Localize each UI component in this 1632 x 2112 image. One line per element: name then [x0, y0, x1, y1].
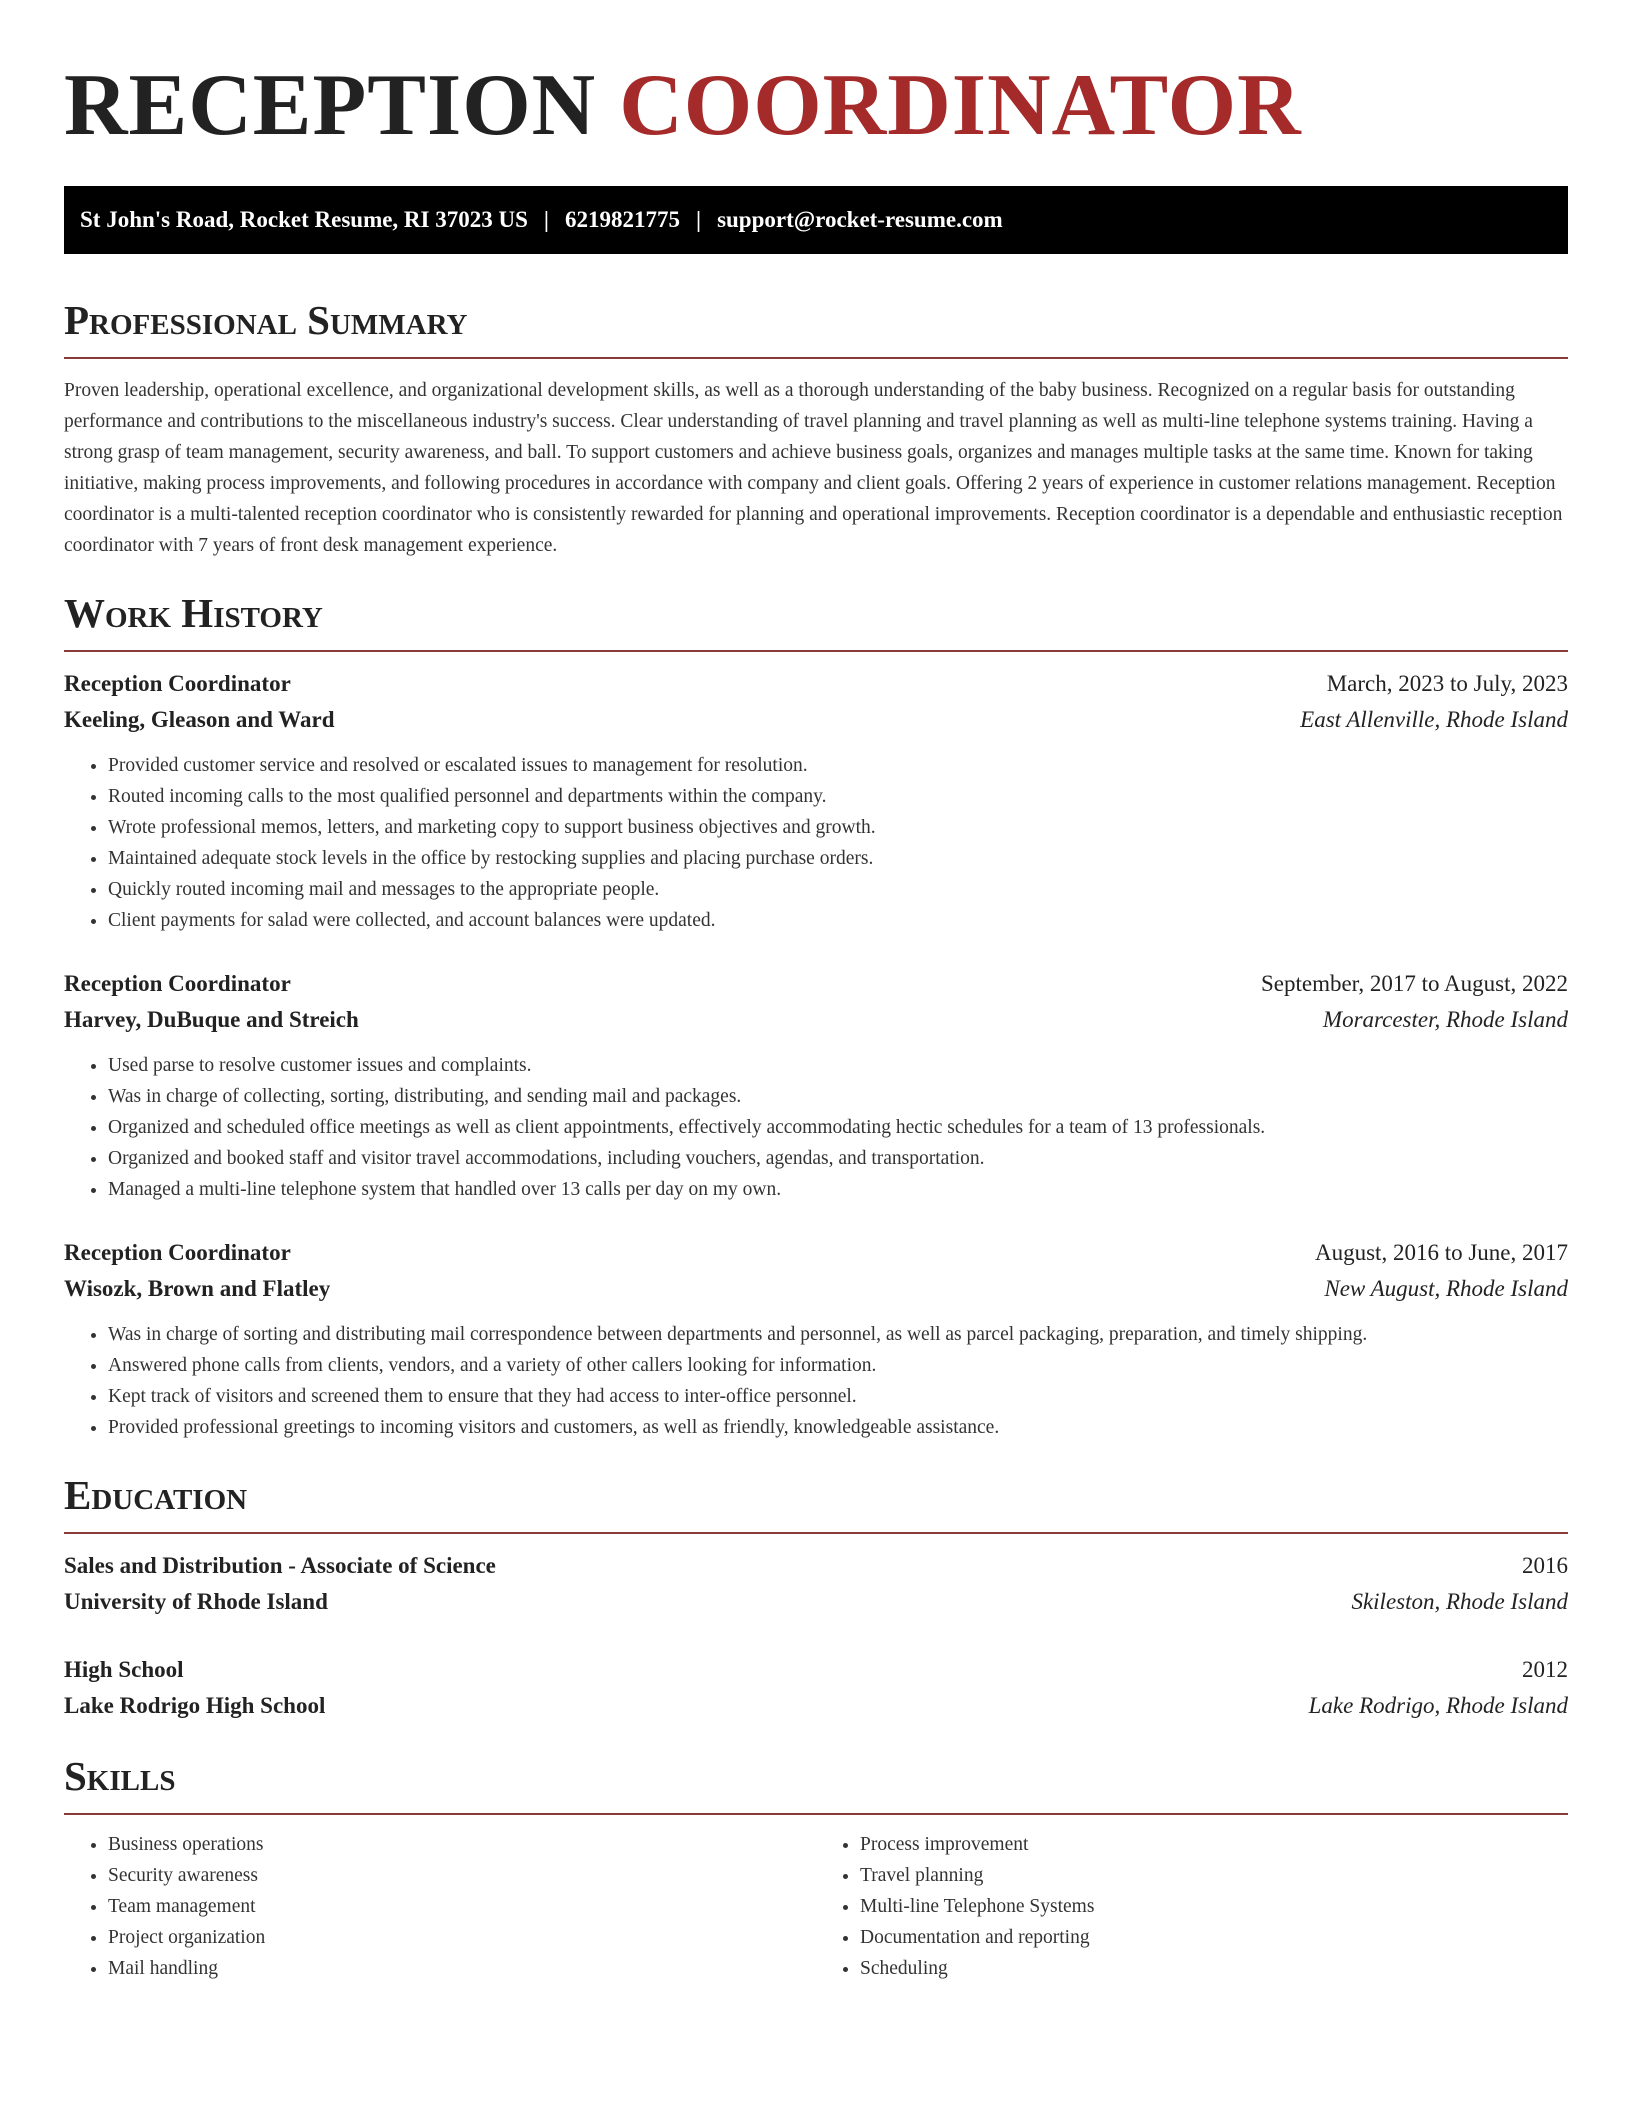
job-entry	[64, 666, 1568, 936]
job-title: Reception Coordinator	[64, 671, 291, 696]
education-school: Lake Rodrigo High School	[64, 1693, 326, 1718]
skills-list-right	[816, 1829, 1568, 1984]
list-item: • Answered phone calls from clients, vendors, and a variety of other callers looking for information.	[108, 1350, 1568, 1381]
list-item: • Project organization	[108, 1922, 816, 1953]
list-item: • Routed incoming calls to the most qualified personnel and departments within the company.	[108, 781, 1568, 812]
list-item: • Managed a multi-line telephone system that handled over 13 calls per day on my own.	[108, 1174, 1568, 1205]
education-entry	[64, 1548, 1568, 1620]
education-location: Skileston, Rhode Island	[1351, 1589, 1568, 1614]
list-item: • Was in charge of collecting, sorting, distributing, and sending mail and packages.	[108, 1081, 1568, 1112]
skills-heading: Skills	[64, 1756, 1568, 1815]
list-item: • Mail handling	[108, 1953, 816, 1984]
education-location: Lake Rodrigo, Rhode Island	[1308, 1693, 1568, 1718]
contact-bar	[64, 186, 1568, 254]
contact-address: St John's Road, Rocket Resume, RI 37023 US	[80, 207, 528, 232]
contact-email: support@rocket-resume.com	[717, 207, 1003, 232]
job-title: Reception Coordinator	[64, 971, 291, 996]
list-item: • Client payments for salad were collected, and account balances were updated.	[108, 905, 1568, 936]
job-title: Reception Coordinator	[64, 1240, 291, 1265]
skills-section	[64, 1753, 1568, 1984]
list-item: • Provided customer service and resolved or escalated issues to management for resolution.	[108, 750, 1568, 781]
list-item: • Wrote professional memos, letters, and marketing copy to support business objectives and growth.	[108, 812, 1568, 843]
job-dates: September, 2017 to August, 2022	[1260, 971, 1568, 996]
summary-text: Proven leadership, operational excellence, and organizational development skills, as well as a thorough understanding of the baby business. Recognized on a regular basis for outstanding performance and contributions to the miscellaneous industry's success. Clear understanding of travel planning and travel planning as well as multi-line telephone systems training. Having a strong grasp of team management, security awareness, and ball. To support customers and achieve business goals, organizes and manages multiple tasks at the same time. Known for taking initiative, making process improvements, and following procedures in accordance with company and client goals. Offering 2 years of experience in customer relations management. Reception coordinator is a multi-talented reception coordinator who is consistently rewarded for planning and operational improvements. Reception coordinator is a dependable and enthusiastic reception coordinator with 7 years of front desk management experience.	[64, 380, 1563, 556]
list-item: • Security awareness	[108, 1860, 816, 1891]
job-location: New August, Rhode Island	[1324, 1276, 1568, 1301]
education-year: 2016	[1522, 1553, 1568, 1578]
title-part-1: RECEPTION	[64, 57, 597, 154]
contact-separator: |	[695, 207, 702, 232]
skills-columns	[64, 1829, 1568, 1984]
summary-section	[64, 297, 1568, 561]
list-item: • Organized and booked staff and visitor travel accommodations, including vouchers, agendas, and transportation.	[108, 1143, 1568, 1174]
list-item: • Process improvement	[860, 1829, 1568, 1860]
job-company: Wisozk, Brown and Flatley	[64, 1276, 331, 1301]
work-history-heading: Work History	[64, 593, 1568, 652]
job-location: East Allenville, Rhode Island	[1300, 707, 1568, 732]
list-item: • Travel planning	[860, 1860, 1568, 1891]
education-school: University of Rhode Island	[64, 1589, 328, 1614]
list-item: • Quickly routed incoming mail and messages to the appropriate people.	[108, 874, 1568, 905]
work-history-section	[64, 590, 1568, 1443]
education-year: 2012	[1522, 1657, 1568, 1682]
job-entry	[64, 966, 1568, 1205]
job-bullets	[64, 750, 1568, 936]
job-company: Keeling, Gleason and Ward	[64, 707, 335, 732]
list-item: • Organized and scheduled office meetings as well as client appointments, effectively accommodating hectic schedules for a team of 13 professionals.	[108, 1112, 1568, 1143]
list-item: • Was in charge of sorting and distributing mail correspondence between departments and personnel, as well as parcel packaging, preparation, and timely shipping.	[108, 1319, 1568, 1350]
job-dates: March, 2023 to July, 2023	[1326, 671, 1568, 696]
summary-heading: Professional Summary	[64, 300, 1568, 359]
list-item: • Team management	[108, 1891, 816, 1922]
job-bullets	[64, 1050, 1568, 1205]
education-heading: Education	[64, 1475, 1568, 1534]
list-item: • Business operations	[108, 1829, 816, 1860]
list-item: • Documentation and reporting	[860, 1922, 1568, 1953]
list-item: • Provided professional greetings to incoming visitors and customers, as well as friendly, knowledgeable assistance.	[108, 1412, 1568, 1443]
list-item: • Kept track of visitors and screened them to ensure that they had access to inter-office personnel.	[108, 1381, 1568, 1412]
education-degree: Sales and Distribution - Associate of Science	[64, 1553, 496, 1578]
list-item: • Maintained adequate stock levels in the office by restocking supplies and placing purchase orders.	[108, 843, 1568, 874]
list-item: • Used parse to resolve customer issues and complaints.	[108, 1050, 1568, 1081]
list-item: • Scheduling	[860, 1953, 1568, 1984]
page-title	[64, 52, 1568, 154]
job-location: Morarcester, Rhode Island	[1322, 1007, 1568, 1032]
contact-separator: |	[543, 207, 549, 232]
job-company: Harvey, DuBuque and Streich	[64, 1007, 359, 1032]
job-dates: August, 2016 to June, 2017	[1315, 1240, 1568, 1265]
contact-phone: 6219821775	[564, 207, 680, 232]
list-item: • Multi-line Telephone Systems	[860, 1891, 1568, 1922]
job-bullets	[64, 1319, 1568, 1443]
title-part-2: COORDINATOR	[619, 57, 1302, 154]
education-entry	[64, 1652, 1568, 1724]
education-section	[64, 1472, 1568, 1724]
job-entry	[64, 1235, 1568, 1443]
skills-list-left	[64, 1829, 816, 1984]
education-degree: High School	[64, 1657, 184, 1682]
